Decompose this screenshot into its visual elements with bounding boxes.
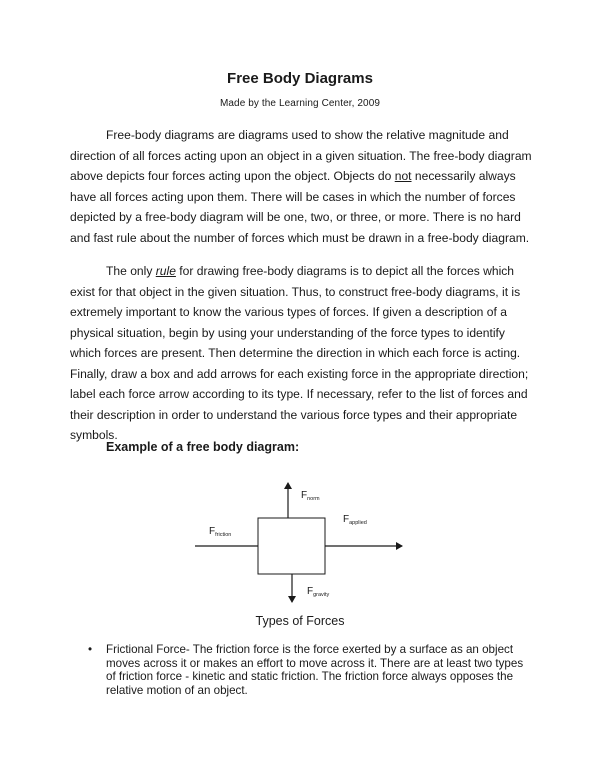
paragraph-1-part-b: necessarily always have all forces acting upon them. There will be cases in which the number of forces depicted by a free-body diagram will be one, two, or three, or more. There is no hard and fast rule about the number of forces which must be drawn in a free-body diagram. — [70, 169, 530, 245]
paragraph-2-part-b: for drawing free-body diagrams is to depict all the forces which exist for that object in the given situation. Thus, to construct free-body diagrams, it is extremely important to know the various types of forces. If given a description of a physical situation, begin by using your understanding of the force types to identify which forces are present. Then determine the direction in which each force is acting. Finally, draw a box and add arrows for each existing force in the appropriate direction; label each force arrow according to its type. If necessary, refer to the list of forces and their description in order to understand the various force types and their appropriate symbols. — [70, 264, 529, 442]
paragraph-1 — [70, 125, 532, 248]
norm-force-label: $F_{norm}$ — [301, 490, 320, 502]
list-item-text: Frictional Force- The friction force is the force exerted by a surface as an object moves across it or makes an effort to move across it. There are at least two types of friction force - kinetic and static friction. The friction force always opposes the relative motion of an object. — [106, 643, 524, 697]
applied-force-label: $F_{applied}$ — [343, 514, 367, 526]
emphasis-not: not — [394, 169, 412, 183]
list-item — [88, 643, 528, 697]
paragraph-2-part-a: The only — [106, 264, 156, 278]
forces-list — [88, 643, 528, 697]
paragraph-2 — [70, 261, 532, 446]
gravity-force-label: $F_{gravity}$ — [307, 586, 330, 598]
types-of-forces-heading: Types of Forces — [255, 614, 345, 628]
paragraph-1-part-a: Free-body diagrams are diagrams used to show the relative magnitude and direction of all forces acting upon an object in a given situation. The free-body diagram above depicts four forces acting upon the object. Objects do — [70, 128, 532, 183]
emphasis-rule — [156, 264, 176, 278]
document-byline: Made by the Learning Center, 2009 — [219, 98, 381, 109]
emphasis-rule-text: rule — [155, 264, 176, 278]
bullet-marker: • — [88, 643, 93, 656]
free-body-diagram — [195, 478, 415, 608]
object-box — [258, 518, 325, 574]
document-title: Free Body Diagrams — [227, 70, 373, 87]
friction-force-label: $F_{friction}$ — [209, 526, 232, 538]
example-heading: Example of a free body diagram: — [106, 440, 300, 454]
